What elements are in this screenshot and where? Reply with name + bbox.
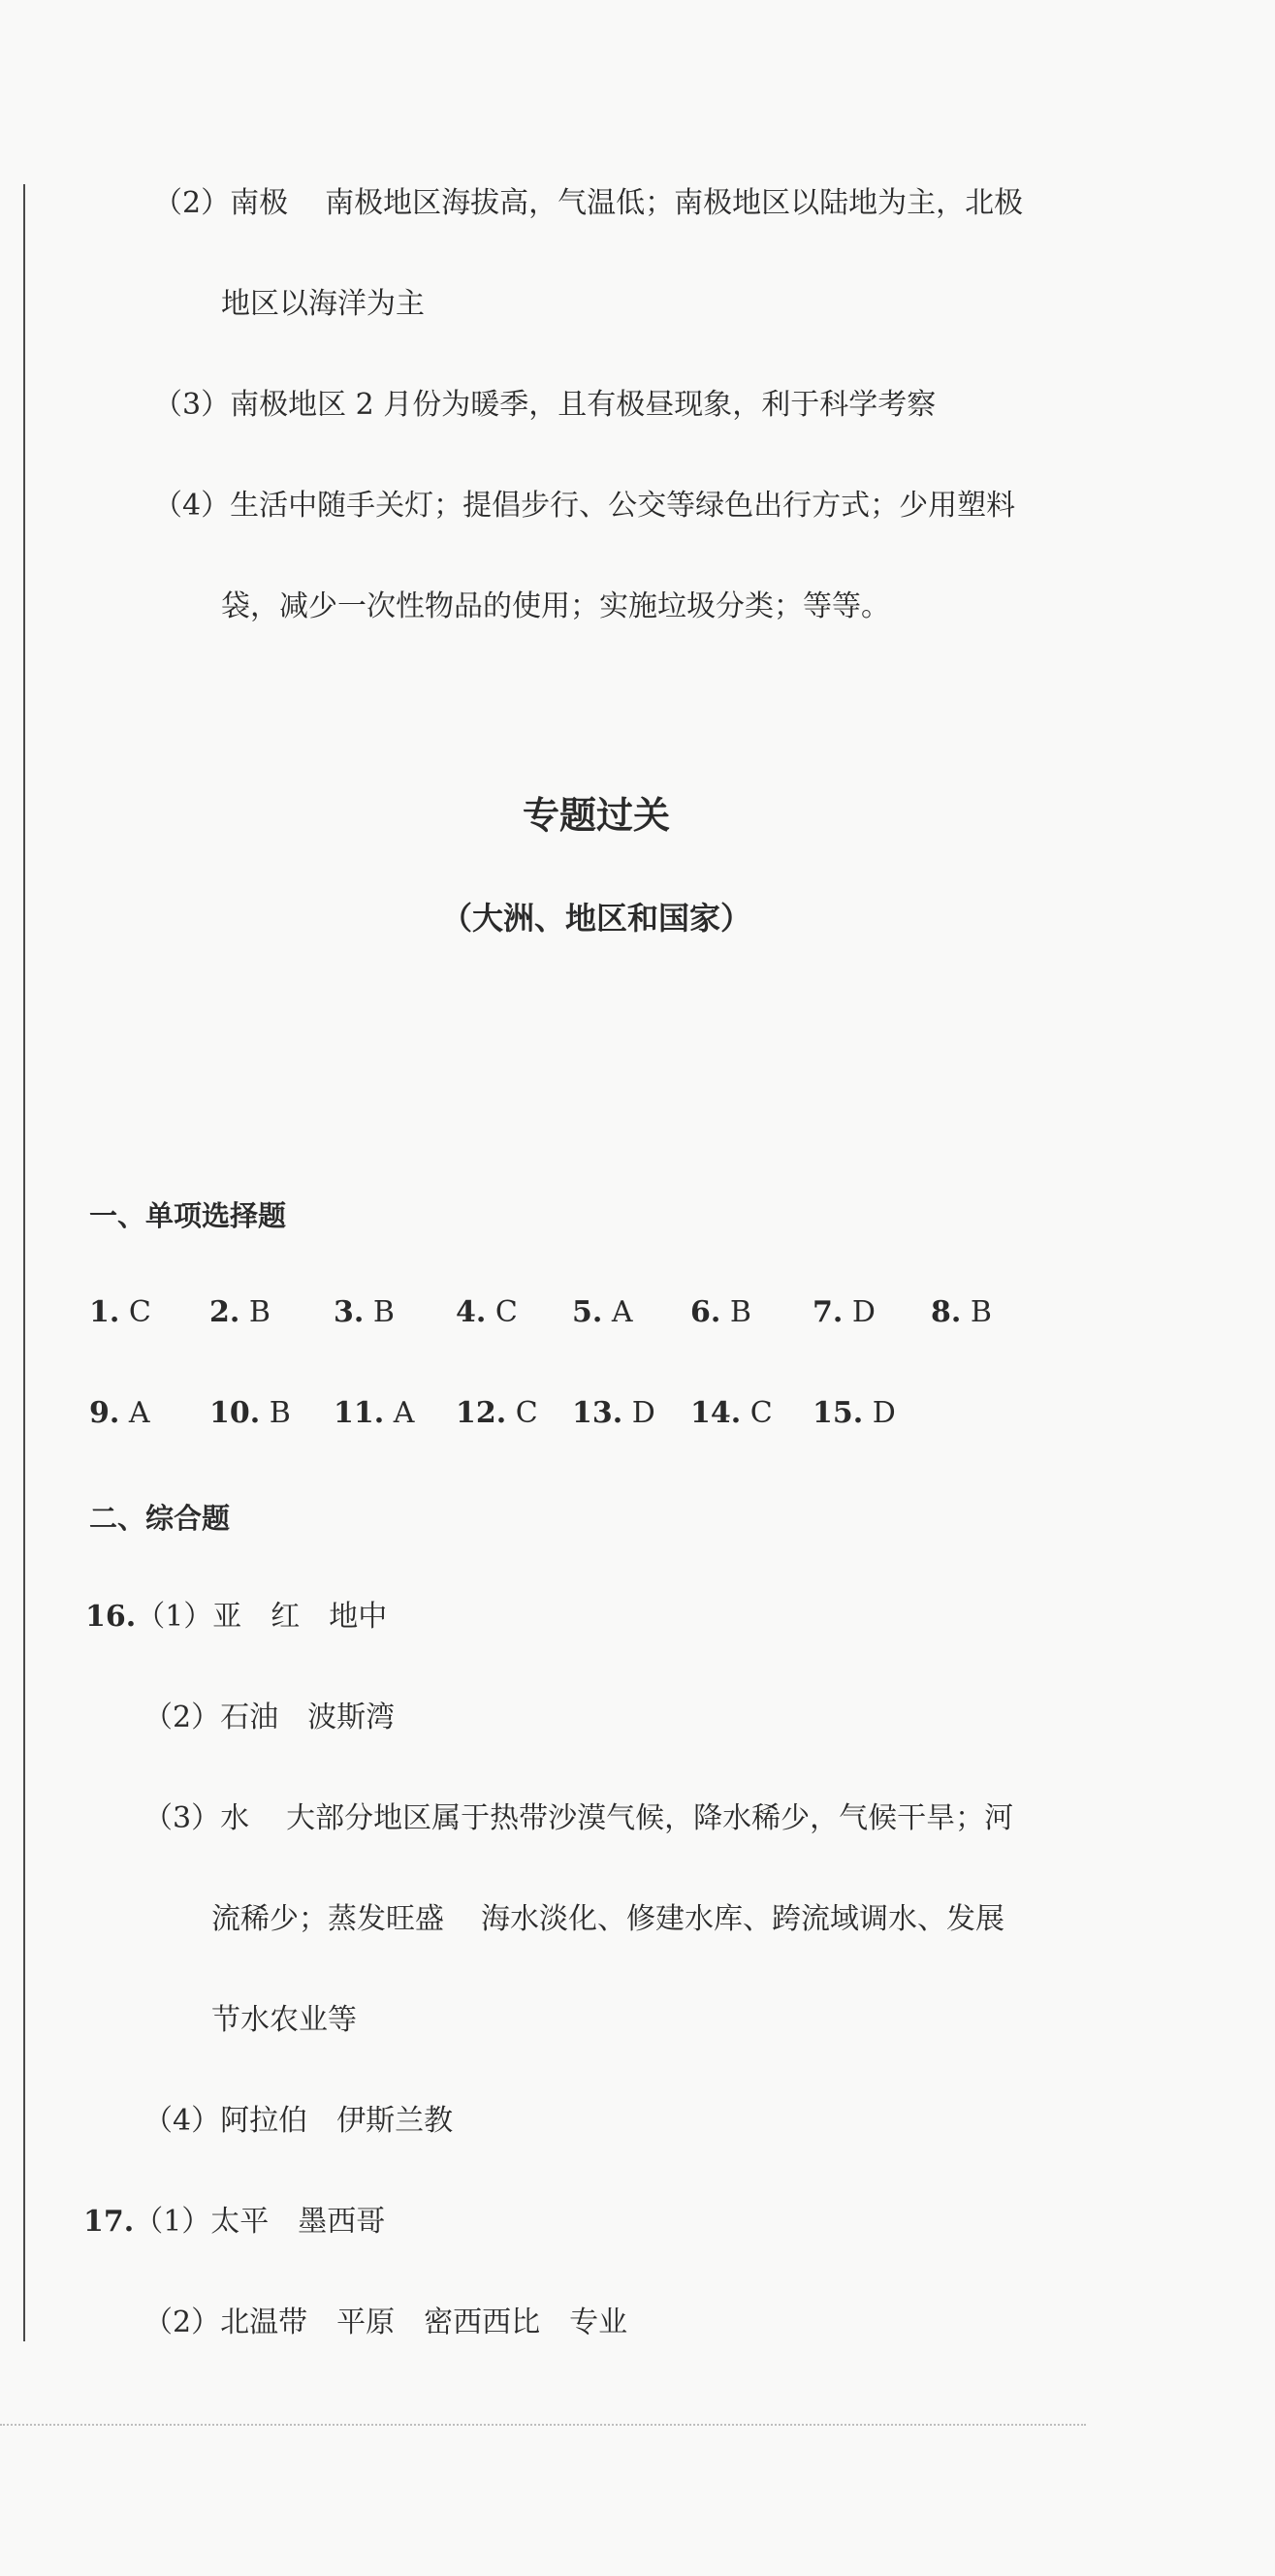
page-title: 专题过关 bbox=[522, 794, 670, 837]
q17-number: 17. bbox=[83, 2205, 135, 2239]
mc-answer: 11. A bbox=[334, 1396, 415, 1430]
prev-q2-label: （2）南极 bbox=[153, 186, 289, 220]
mc-answer: 6. B bbox=[690, 1295, 751, 1329]
mc-answer: 5. A bbox=[572, 1295, 633, 1329]
q17-part2-line: （2）北温带 平原 密西西比 专业 bbox=[143, 2306, 628, 2339]
prev-q4-line1: （4）生活中随手关灯；提倡步行、公交等绿色出行方式；少用塑料 bbox=[153, 489, 1016, 523]
q16-part3-measures: 海水淡化、修建水库、跨流域调水、发展 bbox=[481, 1902, 1004, 1936]
page-subtitle: （大洲、地区和国家） bbox=[440, 900, 751, 937]
q16-number: 16. bbox=[85, 1600, 137, 1634]
q16-part3-line1 bbox=[143, 1799, 1013, 1838]
mc-answer: 1. C bbox=[89, 1295, 151, 1329]
q16-part3-line3: 节水农业等 bbox=[211, 2003, 357, 2037]
section-heading-comprehensive: 二、综合题 bbox=[89, 1502, 231, 1535]
mc-answer: 2. B bbox=[209, 1295, 271, 1329]
mc-answer: 12. C bbox=[456, 1396, 538, 1430]
mc-answer: 7. D bbox=[813, 1295, 876, 1329]
mc-answer: 9. A bbox=[89, 1396, 150, 1430]
q16-part4-line: （4）阿拉伯 伊斯兰教 bbox=[143, 2104, 454, 2138]
q16-part3-label: （3）水 bbox=[143, 1801, 250, 1835]
prev-q4-line2: 袋，减少一次性物品的使用；实施垃圾分类；等等。 bbox=[221, 589, 890, 623]
q17-part1: （1）太平 墨西哥 bbox=[134, 2205, 386, 2239]
q16-part1: （1）亚 红 地中 bbox=[136, 1600, 388, 1634]
mc-answer: 4. C bbox=[456, 1295, 518, 1329]
prev-q2-line1 bbox=[153, 184, 1023, 223]
mc-answer: 8. B bbox=[931, 1295, 992, 1329]
section-heading-single-choice: 一、单项选择题 bbox=[89, 1199, 287, 1232]
mc-answer: 15. D bbox=[813, 1396, 896, 1430]
prev-q3-line: （3）南极地区 2 月份为暖季，且有极昼现象，利于科学考察 bbox=[153, 388, 937, 422]
q16-part1-line bbox=[85, 1598, 387, 1637]
q16-part3-line2 bbox=[211, 1900, 1004, 1939]
mc-answer: 13. D bbox=[572, 1396, 655, 1430]
q16-part3-reason-cont: 流稀少；蒸发旺盛 bbox=[211, 1902, 444, 1936]
q17-part1-line bbox=[83, 2203, 385, 2242]
prev-q2-answer: 南极地区海拔高，气温低；南极地区以陆地为主，北极 bbox=[325, 186, 1024, 220]
prev-q2-line2: 地区以海洋为主 bbox=[221, 287, 425, 321]
q16-part2-line: （2）石油 波斯湾 bbox=[143, 1701, 396, 1734]
left-margin-rule bbox=[23, 184, 25, 2341]
mc-answer: 3. B bbox=[334, 1295, 395, 1329]
mc-answer: 10. B bbox=[209, 1396, 291, 1430]
bottom-dotted-divider bbox=[0, 2424, 1086, 2426]
mc-answer: 14. C bbox=[690, 1396, 773, 1430]
q16-part3-reason: 大部分地区属于热带沙漠气候，降水稀少，气候干旱；河 bbox=[286, 1801, 1014, 1835]
